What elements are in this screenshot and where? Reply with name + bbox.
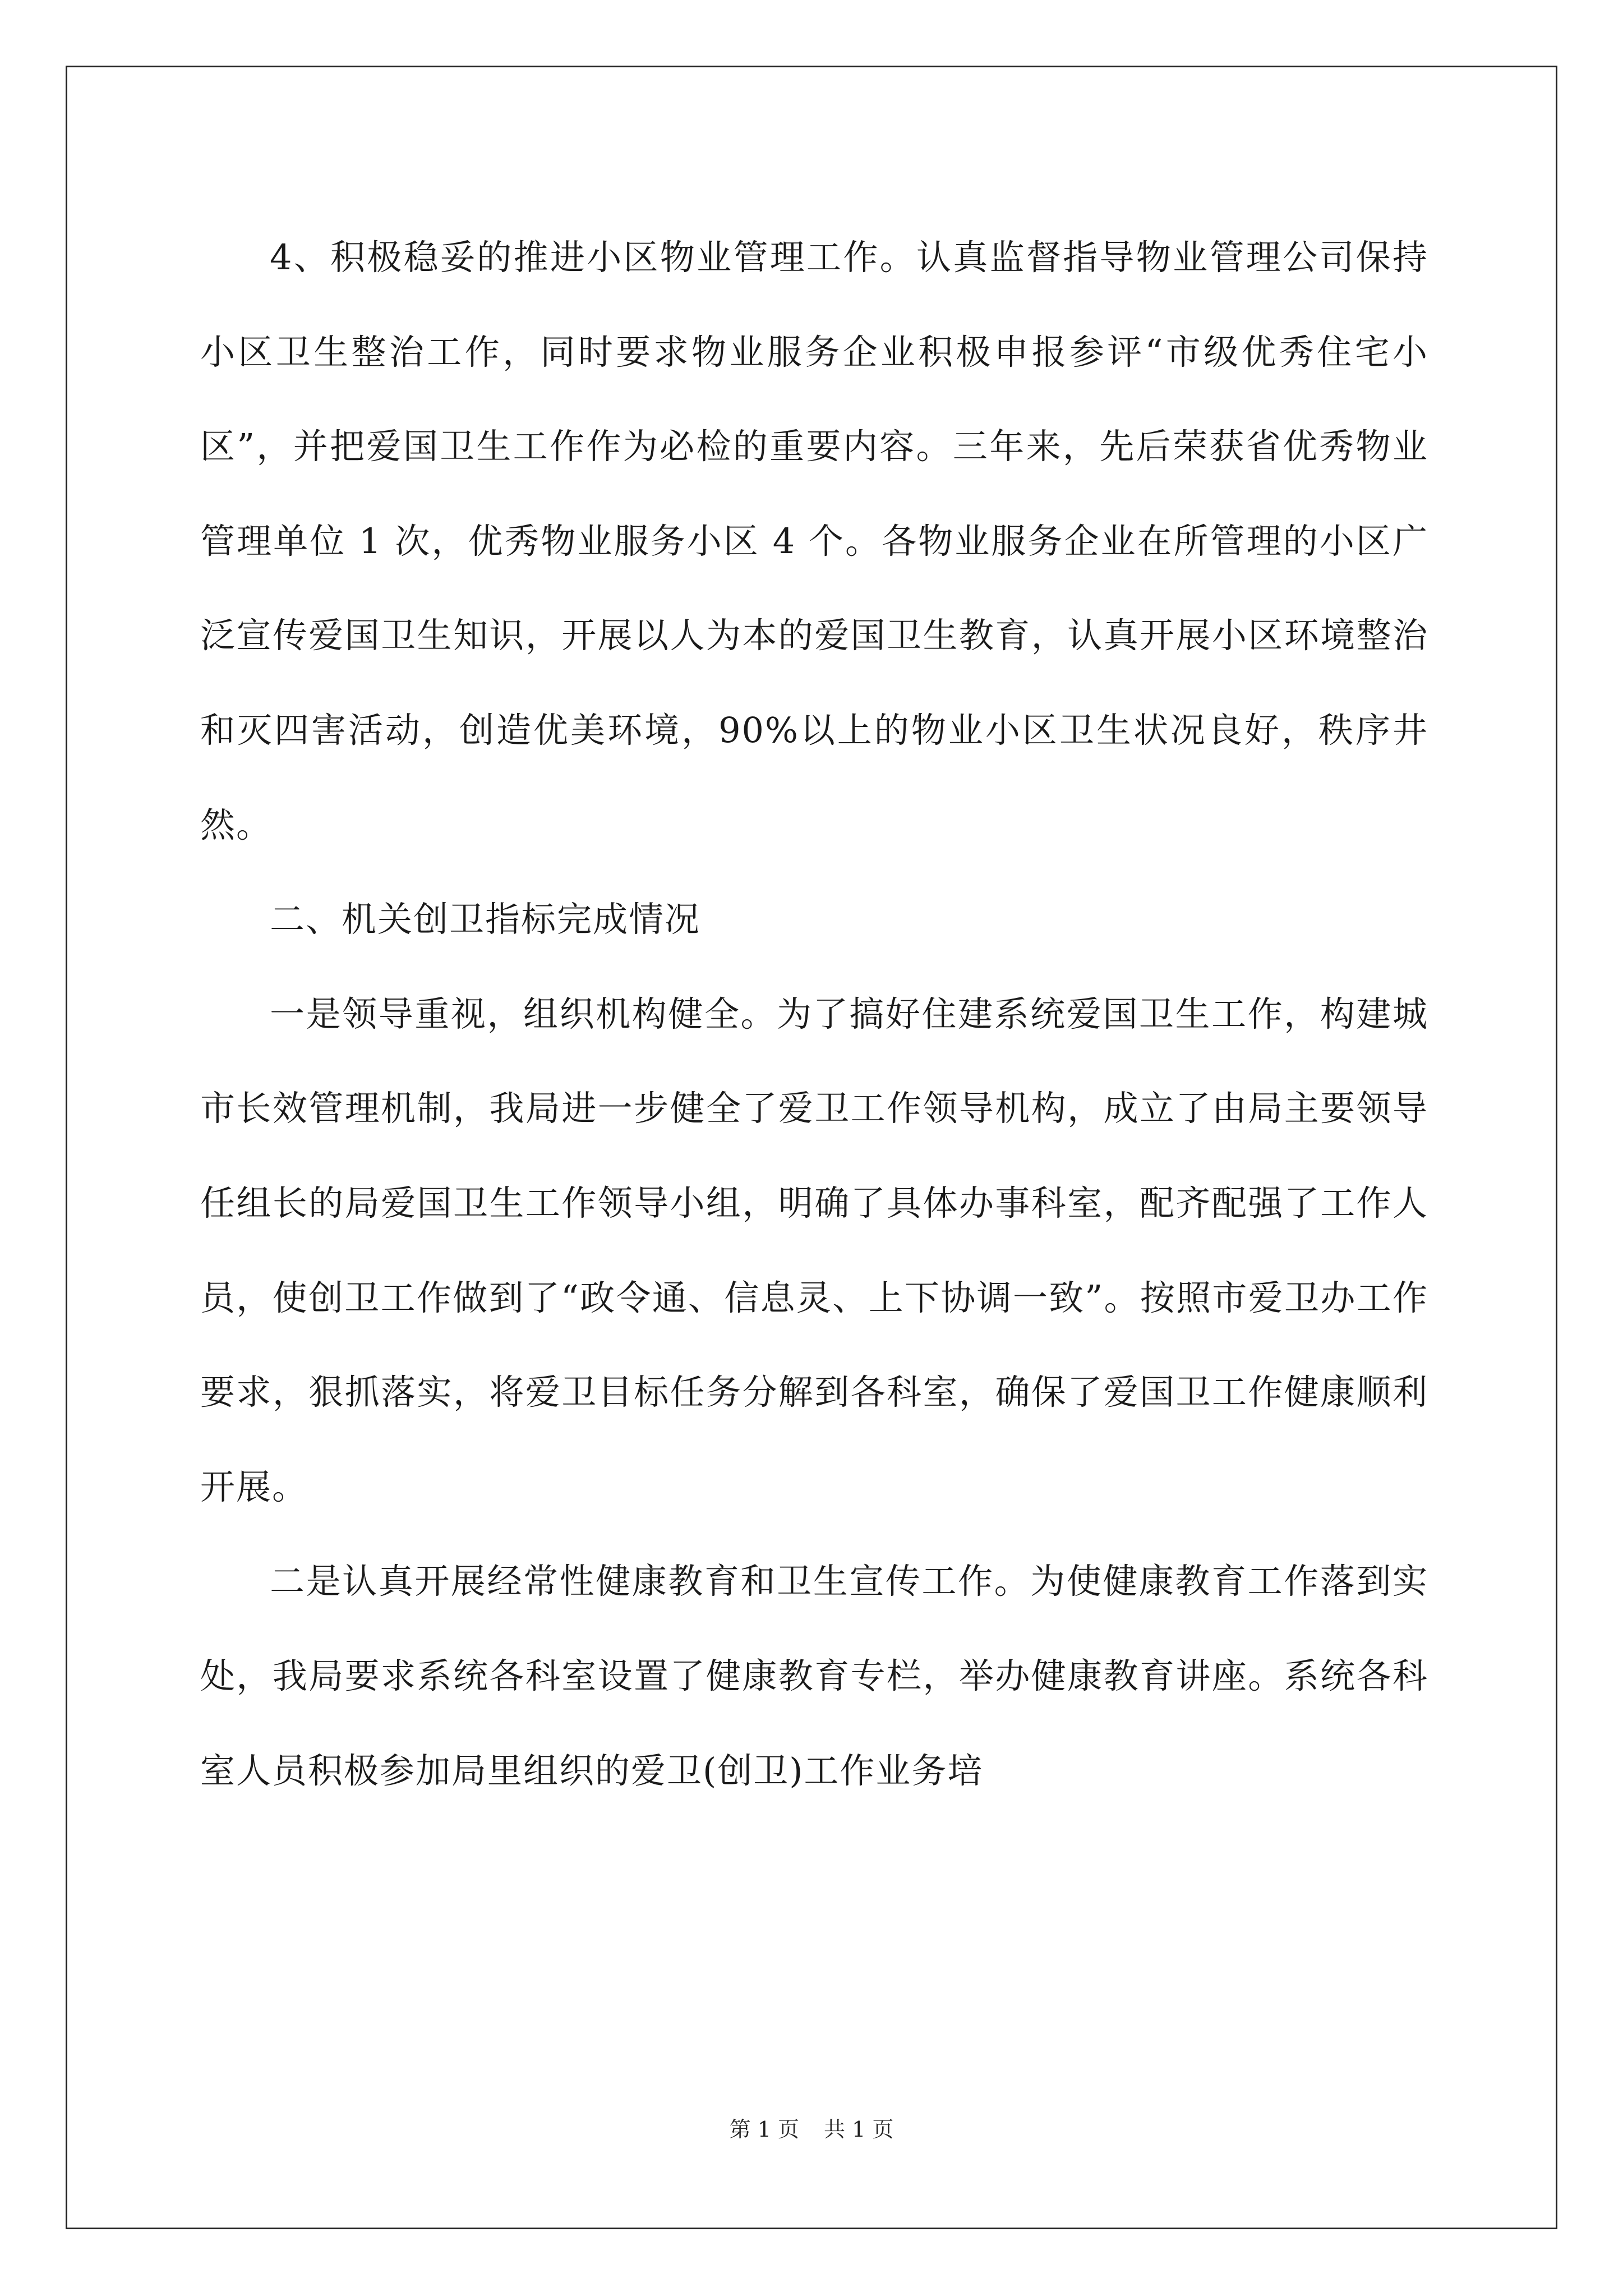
section-heading-office-health-targets: 二、机关创卫指标完成情况 bbox=[270, 899, 701, 940]
paragraph-property-management: 4、积极稳妥的推进小区物业管理工作。认真监督指导物业管理公司保持小区卫生整治工作，同时要求物业服务企业积极申报参评“市级优秀住宅小区”，并把爱国卫生工作作为必检的重要内容。三年来，先后荣获省优秀物业管理单位 1 次，优秀物业服务小区 4 个。各物业服务企业在所管理的小区广泛宣传爱国卫生知识，开展以人为本的爱国卫生教育，认真开展小区环境整治和灭四害活动，创造优美环境，90%以上的物业小区卫生状况良好，秩序井然。 bbox=[200, 237, 1428, 845]
page-footer bbox=[0, 2116, 1623, 2143]
paragraph-health-education: 二是认真开展经常性健康教育和卫生宣传工作。为使健康教育工作落到实处，我局要求系统各科室设置了健康教育专栏，举办健康教育讲座。系统各科室人员积极参加局里组织的爱卫(创卫)工作业务培 bbox=[200, 1561, 1428, 1791]
page-number: 第 1 页 bbox=[729, 2117, 799, 2142]
paragraph-leadership-organization: 一是领导重视，组织机构健全。为了搞好住建系统爱国卫生工作，构建城市长效管理机制，我局进一步健全了爱卫工作领导机构，成立了由局主要领导任组长的局爱国卫生工作领导小组，明确了具体办事科室，配齐配强了工作人员，使创卫工作做到了“政令通、信息灵、上下协调一致”。按照市爱卫办工作要求，狠抓落实，将爱卫目标任务分解到各科室，确保了爱国卫工作健康顺利开展。 bbox=[200, 993, 1428, 1507]
document-body bbox=[200, 210, 1428, 1818]
total-pages: 共 1 页 bbox=[824, 2117, 894, 2142]
